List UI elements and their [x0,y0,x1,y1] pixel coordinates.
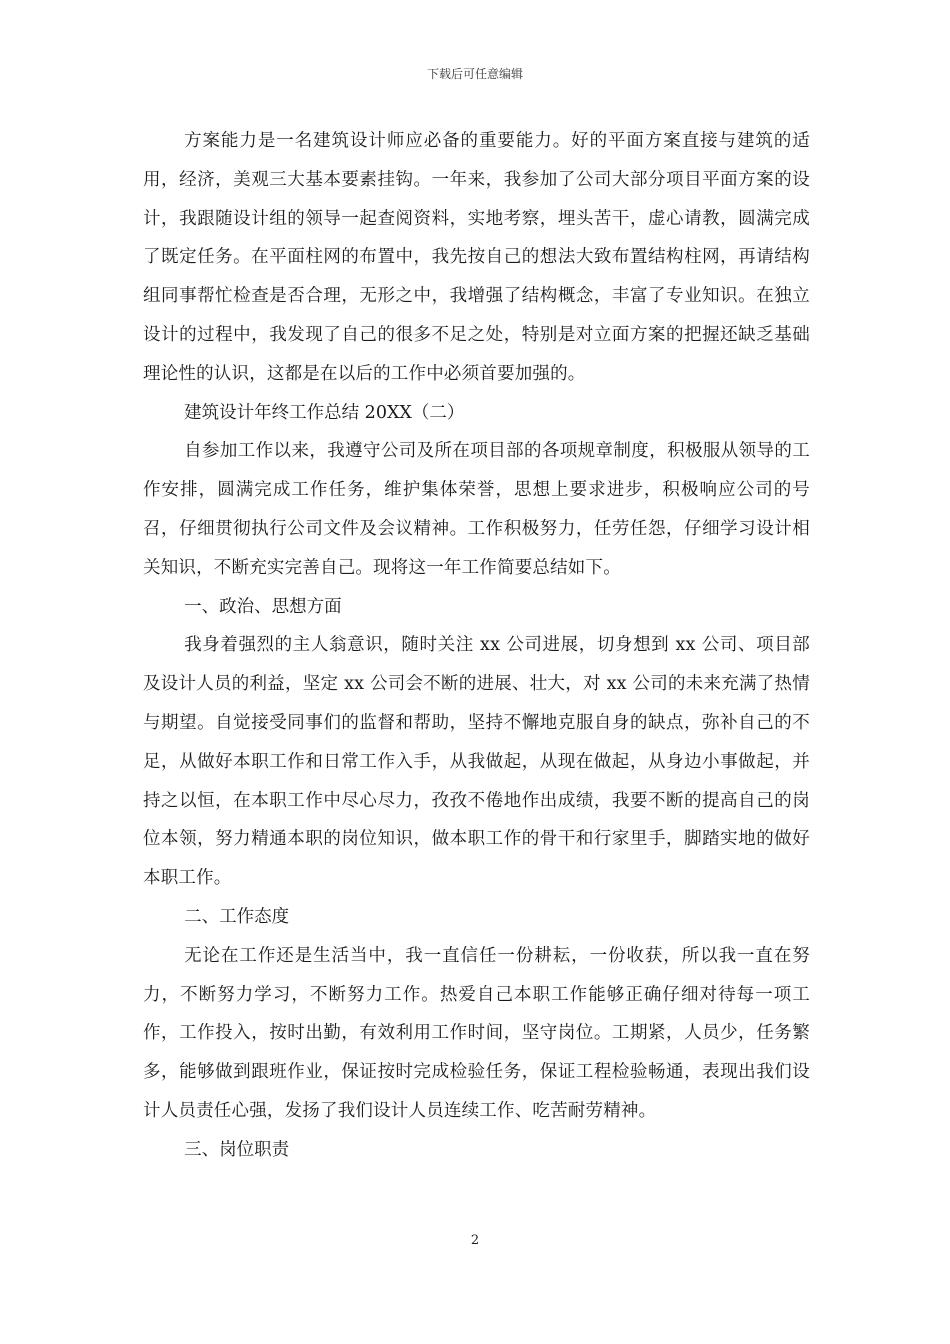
section-title-summary-two: 建筑设计年终工作总结 20XX（二） [184,402,465,423]
page-number: 2 [470,1233,480,1248]
heading-work-attitude: 二、工作态度 [184,906,290,927]
heading-politics-thought: 一、政治、思想方面 [184,596,342,617]
heading-job-duties: 三、岗位职责 [184,1139,290,1160]
paragraph-design-ability: 方案能力是一名建筑设计师应必备的重要能力。好的平面方案直接与建筑的适用，经济，美观三大基本要素挂钩。一年来，我参加了公司大部分项目平面方案的设计，我跟随设计组的领导一起查阅资料，实地考察，埋头苦干，虚心请教，圆满完成了既定任务。在平面柱网的布置中，我先按自己的想法大致布置结构柱网，再请结构组同事帮忙检查是否合理，无形之中，我增强了结构概念，丰富了专业知识。在独立设计的过程中，我发现了自己的很多不足之处，特别是对立面方案的把握还缺乏基础理论性的认识，这都是在以后的工作中必须首要加强的。 [143,131,810,384]
paragraph-work-attitude: 无论在工作还是生活当中，我一直信任一份耕耘，一份收获，所以我一直在努力，不断努力学习，不断努力工作。热爱自己本职工作能够正确仔细对待每一项工作，工作投入，按时出勤，有效利用工作时间，坚守岗位。工期紧，人员少，任务繁多，能够做到跟班作业，保证按时完成检验任务，保证工程检验畅通，表现出我们设计人员责任心强，发扬了我们设计人员连续工作、吃苦耐劳精神。 [143,945,810,1121]
page-header-note: 下载后可任意编辑 [426,67,523,81]
paragraph-politics-thought: 我身着强烈的主人翁意识，随时关注 xx 公司进展，切身想到 xx 公司、项目部及设计人员的利益，坚定 xx 公司会不断的进展、壮大，对 xx 公司的未来充满了热情与期望。自觉接受同事们的监督和帮助，坚持不懈地克服自身的缺点，弥补自己的不足，从做好本职工作和日常工作入手，从我做起，从现在做起，从身边小事做起，并持之以恒，在本职工作中尽心尽力，孜孜不倦地作出成绩，我要不断的提高自己的岗位本领，努力精通本职的岗位知识，做本职工作的骨干和行家里手，脚踏实地的做好本职工作。 [143,635,810,889]
document-body [143,122,810,1170]
paragraph-introduction: 自参加工作以来，我遵守公司及所在项目部的各项规章制度，积极服从领导的工作安排，圆满完成工作任务，维护集体荣誉，思想上要求进步，积极响应公司的号召，仔细贯彻执行公司文件及会议精神。工作积极努力，任劳任怨，仔细学习设计相关知识，不断充实完善自己。现将这一年工作简要总结如下。 [143,441,810,578]
